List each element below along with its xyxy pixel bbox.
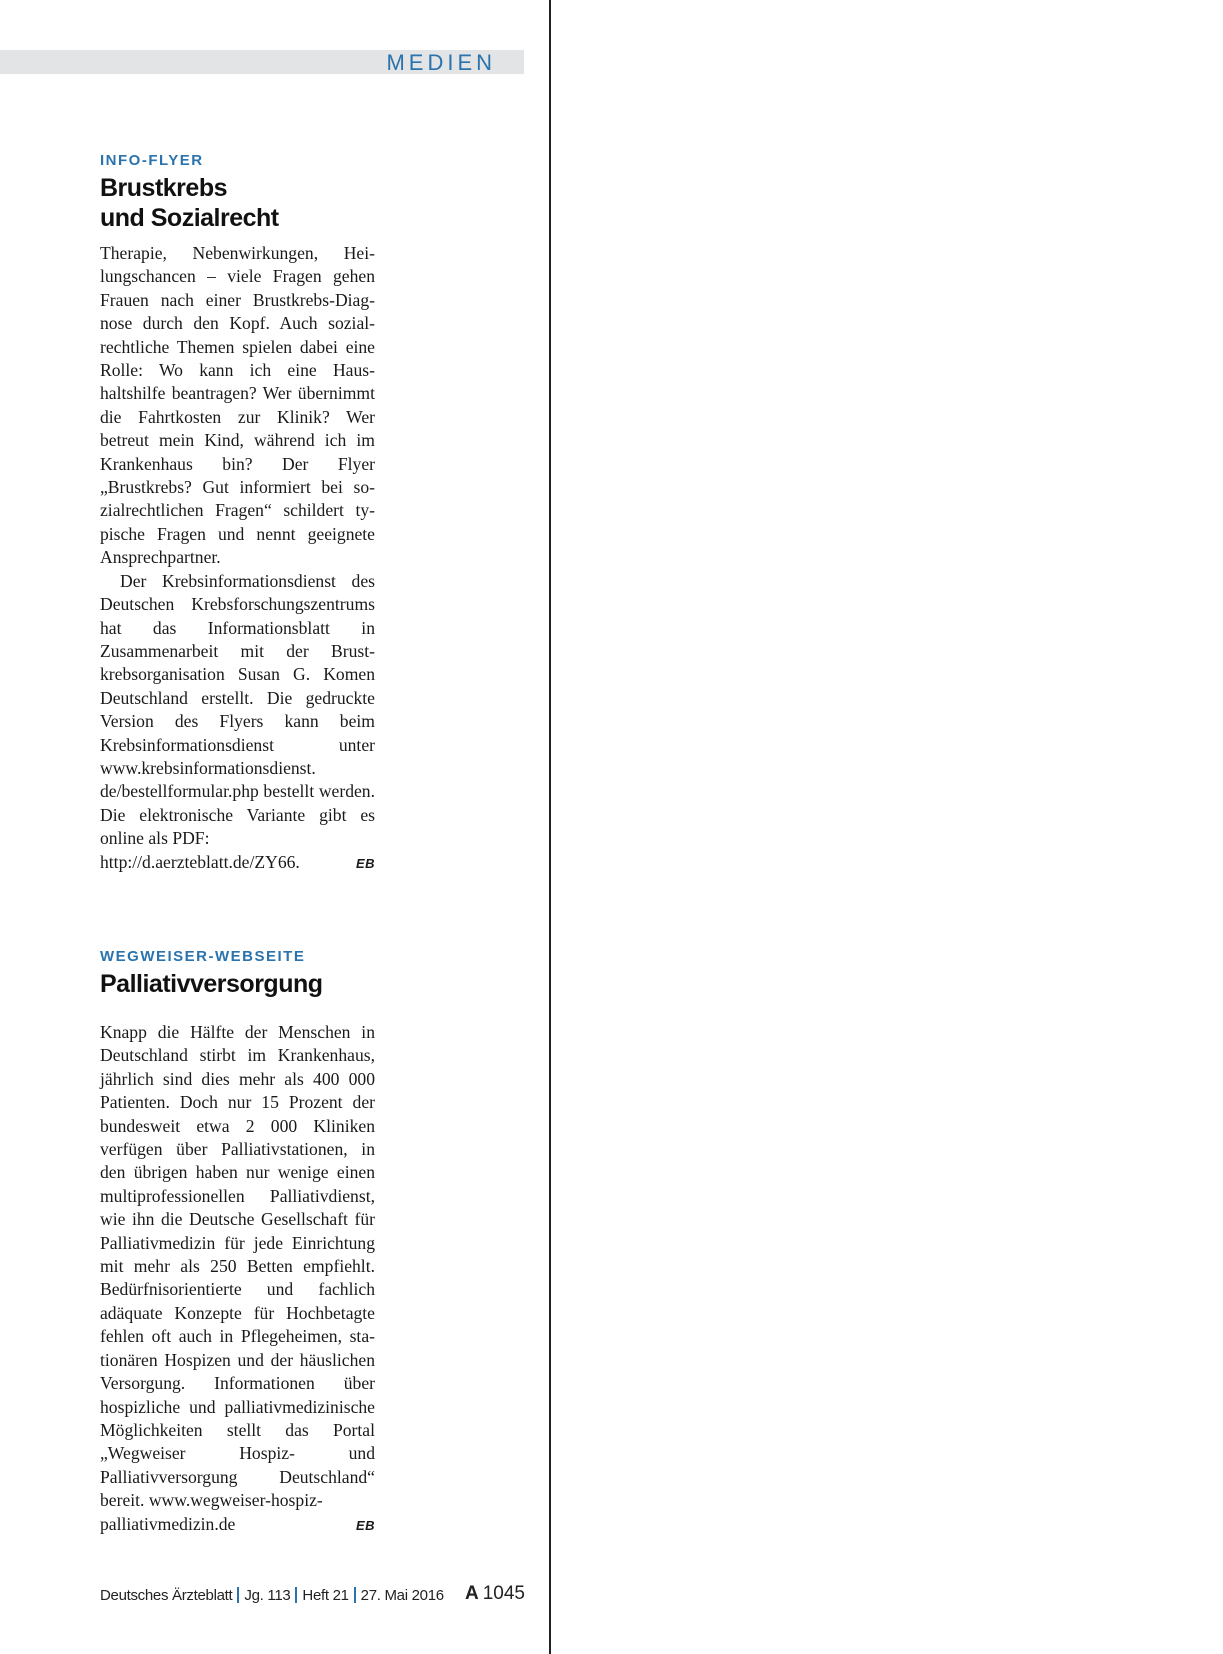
article-headline — [100, 173, 375, 233]
column-divider — [549, 0, 551, 1654]
article-body — [100, 242, 375, 875]
volume: Jg. 113 — [244, 1587, 291, 1604]
publication-name: Deutsches Ärzteblatt — [100, 1587, 233, 1604]
article-wegweiser — [100, 947, 375, 1537]
headline-line-2: und Sozialrecht — [100, 204, 279, 232]
page-footer — [100, 1583, 525, 1607]
page-number-value: 1045 — [482, 1583, 525, 1604]
footer-separator — [295, 1587, 297, 1603]
portal-link[interactable]: palliativmedizin.de — [100, 1513, 236, 1534]
closing-line — [100, 851, 375, 875]
article-headline: Palliativversorgung — [100, 970, 323, 998]
body-paragraph-1: Knapp die Hälfte der Menschen in Deutschland stirbt im Krankenhaus, jährlich sind dies mehr als 400 000 Patienten. Doch nur 15 Prozent der bundesweit etwa 2 000 Kliniken verfügen über Palliativstationen, in den übrigen haben nur wenige einen multiprofessionellen Palliativdienst, wie ihn die Deutsche Gesellschaft für Palliativmedizin für jede Einrichtung mit mehr als 250 Betten empfiehlt. Bedürfnisorientierte und fachlich adäquate Konzepte für Hochbetagte fehlen oft auch in Pflegeheimen, stationären Hospizen und der häuslichen Versorgung. Informationen über hospizliche und palliativmedizinische Möglichkeiten stellt das Portal „Wegweiser Hospiz- und Palliativversorgung Deutschland“ bereit. www.wegweiser-hospiz- — [100, 1022, 375, 1511]
body-paragraph-1: Therapie, Nebenwirkungen, Heilungschancen – viele Fragen gehen Frauen nach einer Brustkrebs-Diagnose durch den Kopf. Auch sozialrechtliche Themen spielen dabei eine Rolle: Wo kann ich eine Haushaltshilfe beantragen? Wer übernimmt die Fahrtkosten zur Klinik? Wer betreut mein Kind, während ich im Krankenhaus bin? Der Flyer „Brustkrebs? Gut informiert bei sozialrechtlichen Fragen“ schildert typische Fragen und nennt geeignete Ansprechpartner. — [100, 243, 375, 568]
footer-meta — [100, 1587, 444, 1604]
edition-letter: A — [464, 1583, 479, 1604]
article-info-flyer — [100, 151, 375, 875]
issue-date: 27. Mai 2016 — [360, 1587, 444, 1604]
article-kicker: INFO-FLYER — [100, 152, 204, 169]
footer-separator — [237, 1587, 239, 1603]
headline-line-1: Brustkrebs — [100, 174, 227, 202]
body-paragraph-2: Der Krebsinformationsdienst des Deutschen Krebsforschungszentrums hat das Informationsblatt in Zusammenarbeit mit der Brustkrebsorganisation Susan G. Komen Deutschland erstellt. Die gedruckte Version des Flyers kann beim Krebsinformationsdienst unter www.krebsinformationsdienst.​de/bestellformular.php bestellt werden. Die elektronische Variante gibt es online als PDF: — [100, 570, 375, 849]
page-number — [465, 1583, 525, 1605]
author-initials: EB — [355, 855, 375, 871]
pdf-link[interactable]: http://d.aerzteblatt.de/ZY66. — [100, 851, 300, 872]
footer-separator — [354, 1587, 356, 1603]
section-header-bar — [0, 50, 524, 74]
author-initials: EB — [355, 1517, 375, 1533]
article-kicker: WEGWEISER-WEBSEITE — [100, 948, 306, 965]
issue: Heft 21 — [302, 1587, 349, 1604]
section-label: MEDIEN — [386, 50, 496, 75]
article-body — [100, 1021, 375, 1537]
closing-line — [100, 1513, 375, 1537]
